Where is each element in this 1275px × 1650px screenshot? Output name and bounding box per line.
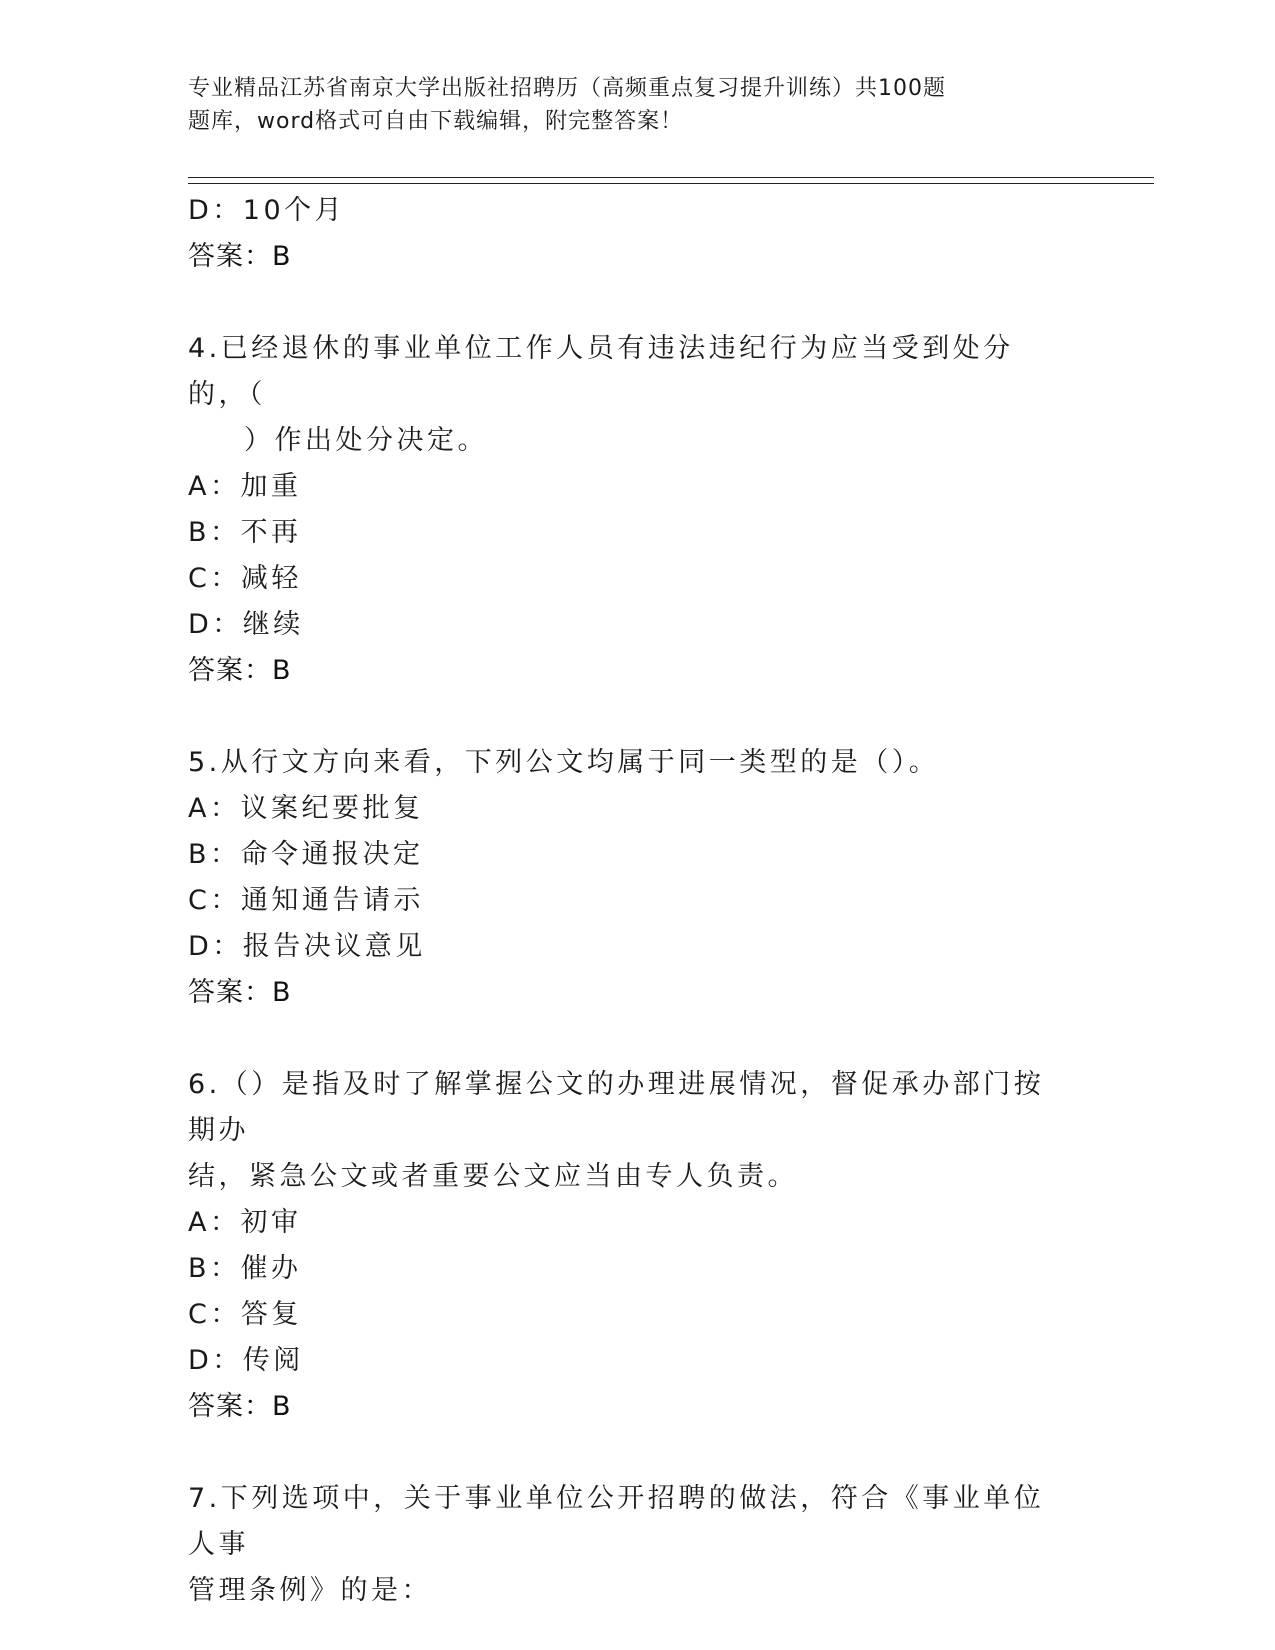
header-divider <box>188 177 1154 184</box>
header-title-line-2: 题库，word格式可自由下载编辑，附完整答案！ <box>188 109 684 134</box>
question-5 <box>188 740 1068 1016</box>
option-a: A：议案纪要批复 <box>188 793 424 824</box>
question-5-text-line-1: 5.从行文方向来看，下列公文均属于同一类型的是（）。 <box>188 747 940 778</box>
question-content <box>188 188 1068 1614</box>
option-d: D：传阅 <box>188 1345 304 1376</box>
option-c: C：答复 <box>188 1299 302 1330</box>
spacer <box>188 694 1068 740</box>
question-6-text-line-1: 6.（）是指及时了解掌握公文的办理进展情况，督促承办部门按期办 <box>188 1069 1045 1146</box>
option-a: A：加重 <box>188 471 302 502</box>
spacer <box>188 1430 1068 1476</box>
spacer <box>188 1016 1068 1062</box>
option-c: C：通知通告请示 <box>188 885 424 916</box>
question-4 <box>188 326 1068 694</box>
option-d: D：继续 <box>188 609 304 640</box>
option-b: B：不再 <box>188 517 302 548</box>
option-b: B：命令通报决定 <box>188 839 424 870</box>
question-6 <box>188 1062 1068 1430</box>
header-title-line-1: 专业精品江苏省南京大学出版社招聘历（高频重点复习提升训练）共100题 <box>188 76 946 101</box>
answer-line: 答案：B <box>188 241 292 272</box>
option-d: D：报告决议意见 <box>188 931 426 962</box>
option-d: D：10个月 <box>188 195 346 226</box>
page-header <box>188 72 1038 138</box>
question-7 <box>188 1476 1068 1614</box>
question-4-text-line-1: 4.已经退休的事业单位工作人员有违法违纪行为应当受到处分的，（ <box>188 333 1014 410</box>
option-a: A：初审 <box>188 1207 302 1238</box>
question-7-text-line-1: 7.下列选项中，关于事业单位公开招聘的做法，符合《事业单位人事 <box>188 1483 1045 1560</box>
answer-line: 答案：B <box>188 655 292 686</box>
question-7-text-line-2: 管理条例》的是： <box>188 1575 432 1606</box>
question-6-text-line-2: 结，紧急公文或者重要公文应当由专人负责。 <box>188 1161 798 1192</box>
spacer <box>188 280 1068 326</box>
answer-line: 答案：B <box>188 977 292 1008</box>
option-b: B：催办 <box>188 1253 302 1284</box>
answer-line: 答案：B <box>188 1391 292 1422</box>
question-4-text-line-2: ）作出处分决定。 <box>244 425 488 456</box>
option-c: C：减轻 <box>188 563 302 594</box>
